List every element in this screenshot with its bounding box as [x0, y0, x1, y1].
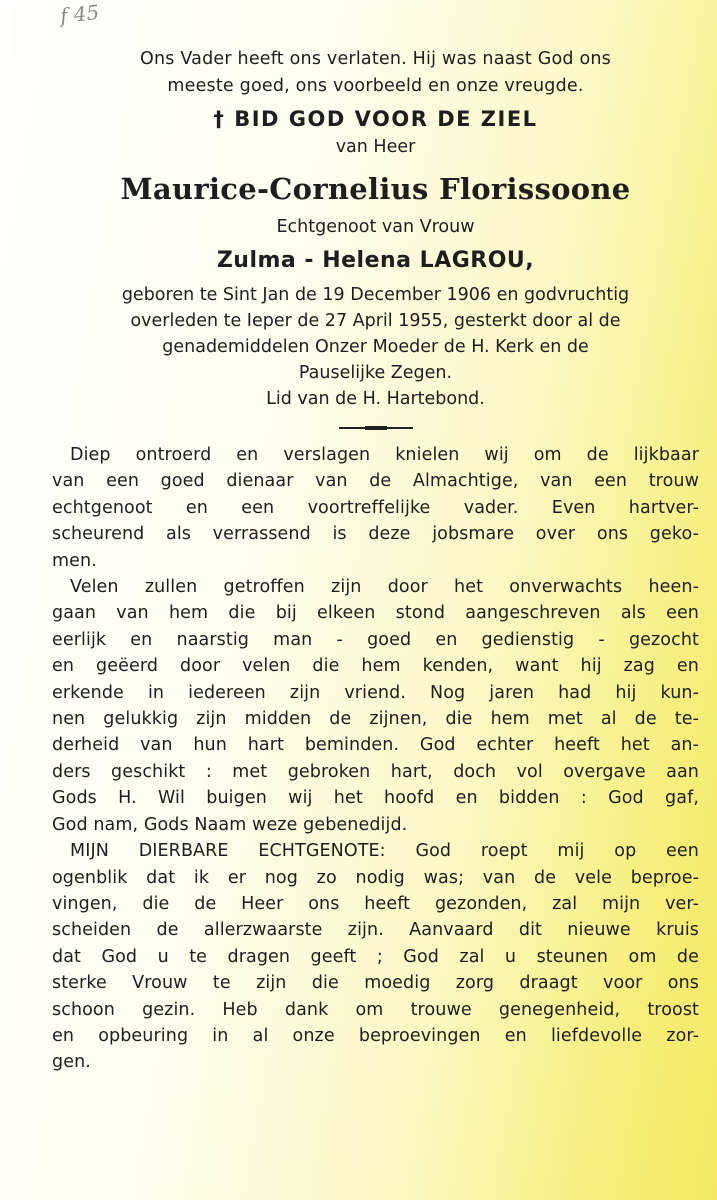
text-line: nen gelukkig zijn midden de zijnen, die hem met al de te- — [52, 709, 699, 730]
text-line: en geëerd door velen die hem kenden, want hij zag en — [52, 656, 699, 677]
intro-quote — [52, 46, 699, 100]
text-line: gen. — [52, 1052, 91, 1073]
ornament-divider — [339, 426, 413, 430]
pencil-annotation: f 45 — [58, 0, 101, 28]
text-line: vingen, die de Heer ons heeft gezonden, zal mijn ver- — [52, 893, 699, 914]
text-line: scheiden de allerzwaarste zijn. Aanvaard dit nieuwe kruis — [52, 920, 699, 941]
text-line: schoon gezin. Heb dank om trouwe genegenheid, troost — [52, 999, 699, 1020]
paragraph-1 — [52, 442, 699, 574]
biography — [52, 282, 699, 412]
text-line: ogenblik dat ik er nog zo nodig was; van de vele beproe- — [52, 867, 699, 888]
paragraph-3 — [52, 838, 699, 1076]
bio-line: Lid van de H. Hartebond. — [266, 389, 485, 409]
text-line: MIJN DIERBARE ECHTGENOTE: God roept mij op een — [70, 841, 699, 862]
bio-line: overleden te Ieper de 27 April 1955, gesterkt door al de — [130, 311, 621, 331]
spouse-name: Zulma - Helena LAGROU, — [216, 248, 535, 273]
text-line: ders geschikt : met gebroken hart, doch vol overgave aan — [52, 761, 699, 782]
bio-line: Pauselijke Zegen. — [298, 363, 453, 383]
intro-line: Ons Vader heeft ons verlaten. Hij was naast God ons — [140, 49, 611, 69]
text-line: gaan van hem die bij elkeen stond aangeschreven als een — [52, 603, 699, 624]
intro-line: meeste goed, ons voorbeeld en onze vreugde. — [167, 76, 584, 96]
text-line: Diep ontroerd en verslagen knielen wij om de lijkbaar — [70, 445, 699, 465]
bio-line: geboren te Sint Jan de 19 December 1906 en godvruchtig — [121, 285, 630, 305]
bio-line: genademiddelen Onzer Moeder de H. Kerk en de — [162, 337, 589, 357]
text-line: men. — [52, 550, 97, 571]
text-line: scheurend als verrassend is deze jobsmare over ons geko- — [52, 524, 699, 545]
body-text — [52, 442, 699, 1076]
text-line: derheid van hun hart beminden. God echter heeft het an- — [52, 735, 699, 756]
text-line: sterke Vrouw te zijn die moedig zorg draagt voor ons — [52, 973, 699, 994]
deceased-name: Maurice-Cornelius Florissoone — [120, 172, 631, 206]
text-line: Velen zullen getroffen zijn door het onverwachts heen- — [70, 577, 699, 598]
text-line: eerlijk en naarstig man - goed en gedienstig - gezocht — [52, 629, 699, 650]
paragraph-2 — [52, 574, 699, 838]
prayer-heading: † BID GOD VOOR DE ZIEL — [213, 107, 538, 131]
text-line: Gods H. Wil buigen wij het hoofd en bidden : God gaf, — [52, 788, 699, 809]
van-heer-label: van Heer — [335, 137, 416, 157]
text-line: van een goed dienaar van de Almachtige, van een trouw — [52, 471, 699, 492]
text-line: dat God u te dragen geeft ; God zal u steunen om de — [52, 946, 699, 967]
text-line: echtgenoot en een voortreffelijke vader. Even hartver- — [52, 497, 699, 518]
text-line: erkende in iedereen zijn vriend. Nog jaren had hij kun- — [52, 682, 699, 703]
text-line: God nam, Gods Naam weze gebenedijd. — [52, 814, 408, 835]
spouse-label: Echtgenoot van Vrouw — [276, 217, 475, 237]
text-line: en opbeuring in al onze beproevingen en liefdevolle zor- — [52, 1025, 699, 1046]
